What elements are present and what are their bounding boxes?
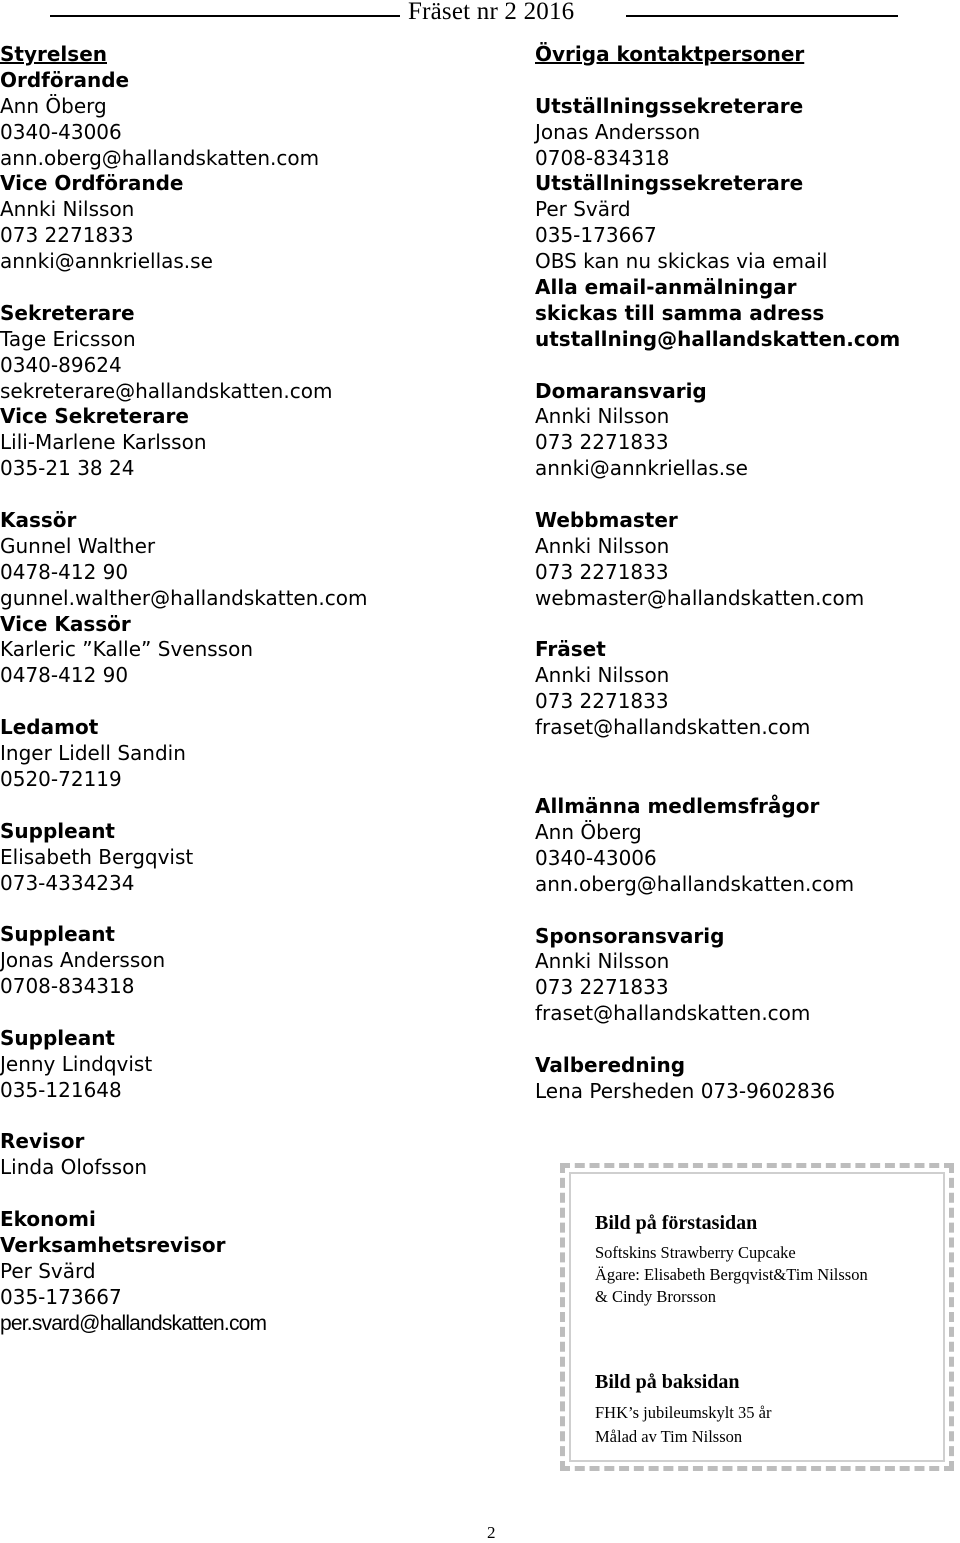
contact-phone: 0708-834318 bbox=[0, 974, 135, 999]
role-exhibition-secretary: Utställningssekreterare bbox=[535, 171, 804, 196]
role-vice-secretary: Vice Sekreterare bbox=[0, 404, 189, 429]
email-registration-note: skickas till samma adress bbox=[535, 300, 825, 325]
role-vice-treasurer: Vice Kassör bbox=[0, 611, 131, 636]
role-fraset: Fräset bbox=[535, 637, 606, 662]
contact-email: sekreterare@hallandskatten.com bbox=[0, 378, 333, 403]
contact-name: Annki Nilsson bbox=[535, 533, 670, 558]
role-member: Ledamot bbox=[0, 715, 99, 740]
role-deputy: Suppleant bbox=[0, 1025, 115, 1050]
contact-email: webmaster@hallandskatten.com bbox=[535, 585, 865, 610]
contact-phone: 0340-43006 bbox=[0, 119, 122, 144]
other-contacts-column bbox=[535, 42, 955, 1105]
front-image-caption: & Cindy Brorsson bbox=[595, 1287, 717, 1306]
role-deputy: Suppleant bbox=[0, 922, 115, 947]
contact-name: Ann Öberg bbox=[0, 93, 107, 118]
contact-email: ann.oberg@hallandskatten.com bbox=[535, 871, 855, 896]
contact-email: ann.oberg@hallandskatten.com bbox=[0, 145, 320, 170]
role-deputy: Suppleant bbox=[0, 818, 115, 843]
contact-email: annki@annkriellas.se bbox=[0, 249, 213, 274]
contact-email: fraset@hallandskatten.com bbox=[535, 1001, 811, 1026]
header-title: Fräset nr 2 2016 bbox=[408, 0, 575, 25]
role-treasurer: Kassör bbox=[0, 508, 77, 533]
contact-name: Gunnel Walther bbox=[0, 533, 156, 558]
email-notice: OBS kan nu skickas via email bbox=[535, 249, 828, 274]
exhibition-email: utstallning@hallandskatten.com bbox=[535, 326, 901, 351]
contact-email: gunnel.walther@hallandskatten.com bbox=[0, 585, 368, 610]
contact-email: fraset@hallandskatten.com bbox=[535, 715, 811, 740]
contact-name: Jonas Andersson bbox=[0, 948, 166, 973]
role-sponsor-manager: Sponsoransvarig bbox=[535, 923, 725, 948]
back-image-caption: Målad av Tim Nilsson bbox=[595, 1427, 743, 1446]
contact-phone: 073 2271833 bbox=[535, 430, 669, 455]
contact-name: Per Svärd bbox=[535, 197, 631, 222]
role-auditor: Revisor bbox=[0, 1129, 85, 1154]
contact-phone: 0708-834318 bbox=[535, 145, 670, 170]
contact-phone: 0478-412 90 bbox=[0, 663, 129, 688]
contact-phone: 0520-72119 bbox=[0, 766, 122, 791]
contact-phone: 0340-43006 bbox=[535, 845, 657, 870]
role-chairman: Ordförande bbox=[0, 67, 130, 92]
front-image-heading: Bild på förstasidan bbox=[595, 1212, 758, 1234]
role-member-questions: Allmänna medlemsfrågor bbox=[535, 794, 820, 819]
role-nomination-committee: Valberedning bbox=[535, 1052, 686, 1077]
contact-name-phone: Lena Persheden 073-9602836 bbox=[535, 1078, 836, 1103]
contact-name: Ann Öberg bbox=[535, 819, 642, 844]
contact-name: Jonas Andersson bbox=[535, 119, 701, 144]
contact-phone: 073-4334234 bbox=[0, 870, 135, 895]
contact-phone: 035-173667 bbox=[535, 223, 657, 248]
contact-name: Per Svärd bbox=[0, 1258, 96, 1283]
front-image-caption: Ägare: Elisabeth Bergqvist&Tim Nilsson bbox=[595, 1265, 868, 1284]
role-judge-manager: Domaransvarig bbox=[535, 378, 707, 403]
contact-phone: 073 2271833 bbox=[535, 559, 669, 584]
contact-name: Tage Ericsson bbox=[0, 326, 136, 351]
front-image-caption: Softskins Strawberry Cupcake bbox=[595, 1243, 796, 1262]
contact-name: Annki Nilsson bbox=[535, 663, 670, 688]
other-contacts-heading: Övriga kontaktpersoner bbox=[535, 42, 805, 66]
role-webmaster: Webbmaster bbox=[535, 508, 678, 533]
contact-email: per.svard@hallandskatten.com bbox=[0, 1311, 267, 1335]
contact-phone: 035-121648 bbox=[0, 1077, 122, 1102]
back-image-caption: FHK’s jubileumskylt 35 år bbox=[595, 1403, 772, 1422]
contact-name: Karleric ”Kalle” Svensson bbox=[0, 637, 254, 662]
header-rule-left bbox=[50, 15, 400, 17]
contact-name: Linda Olofsson bbox=[0, 1155, 148, 1180]
contact-name: Annki Nilsson bbox=[535, 404, 670, 429]
role-exhibition-secretary: Utställningssekreterare bbox=[535, 93, 804, 118]
contact-phone: 035-173667 bbox=[0, 1284, 122, 1309]
contact-email: annki@annkriellas.se bbox=[535, 456, 748, 481]
role-finance: Ekonomi bbox=[0, 1207, 96, 1232]
contact-name: Annki Nilsson bbox=[0, 197, 135, 222]
contact-name: Elisabeth Bergqvist bbox=[0, 844, 194, 869]
back-image-heading: Bild på baksidan bbox=[595, 1371, 740, 1393]
contact-name: Jenny Lindqvist bbox=[0, 1051, 153, 1076]
contact-phone: 073 2271833 bbox=[0, 223, 134, 248]
contact-name: Lili-Marlene Karlsson bbox=[0, 430, 207, 455]
contact-name: Annki Nilsson bbox=[535, 949, 670, 974]
contact-phone: 0340-89624 bbox=[0, 352, 122, 377]
contact-phone: 035-21 38 24 bbox=[0, 456, 135, 481]
image-caption-box bbox=[560, 1163, 954, 1471]
contact-name: Inger Lidell Sandin bbox=[0, 741, 186, 766]
role-operations-auditor: Verksamhetsrevisor bbox=[0, 1232, 226, 1257]
page-number: 2 bbox=[487, 1523, 496, 1542]
board-heading: Styrelsen bbox=[0, 42, 107, 66]
email-registration-note: Alla email-anmälningar bbox=[535, 275, 797, 300]
contact-phone: 073 2271833 bbox=[535, 975, 669, 1000]
role-vice-chairman: Vice Ordförande bbox=[0, 171, 184, 196]
contact-phone: 0478-412 90 bbox=[0, 559, 129, 584]
header-rule-right bbox=[626, 15, 898, 17]
role-secretary: Sekreterare bbox=[0, 300, 135, 325]
board-column bbox=[0, 42, 520, 1337]
page-header bbox=[0, 0, 960, 30]
contact-phone: 073 2271833 bbox=[535, 689, 669, 714]
